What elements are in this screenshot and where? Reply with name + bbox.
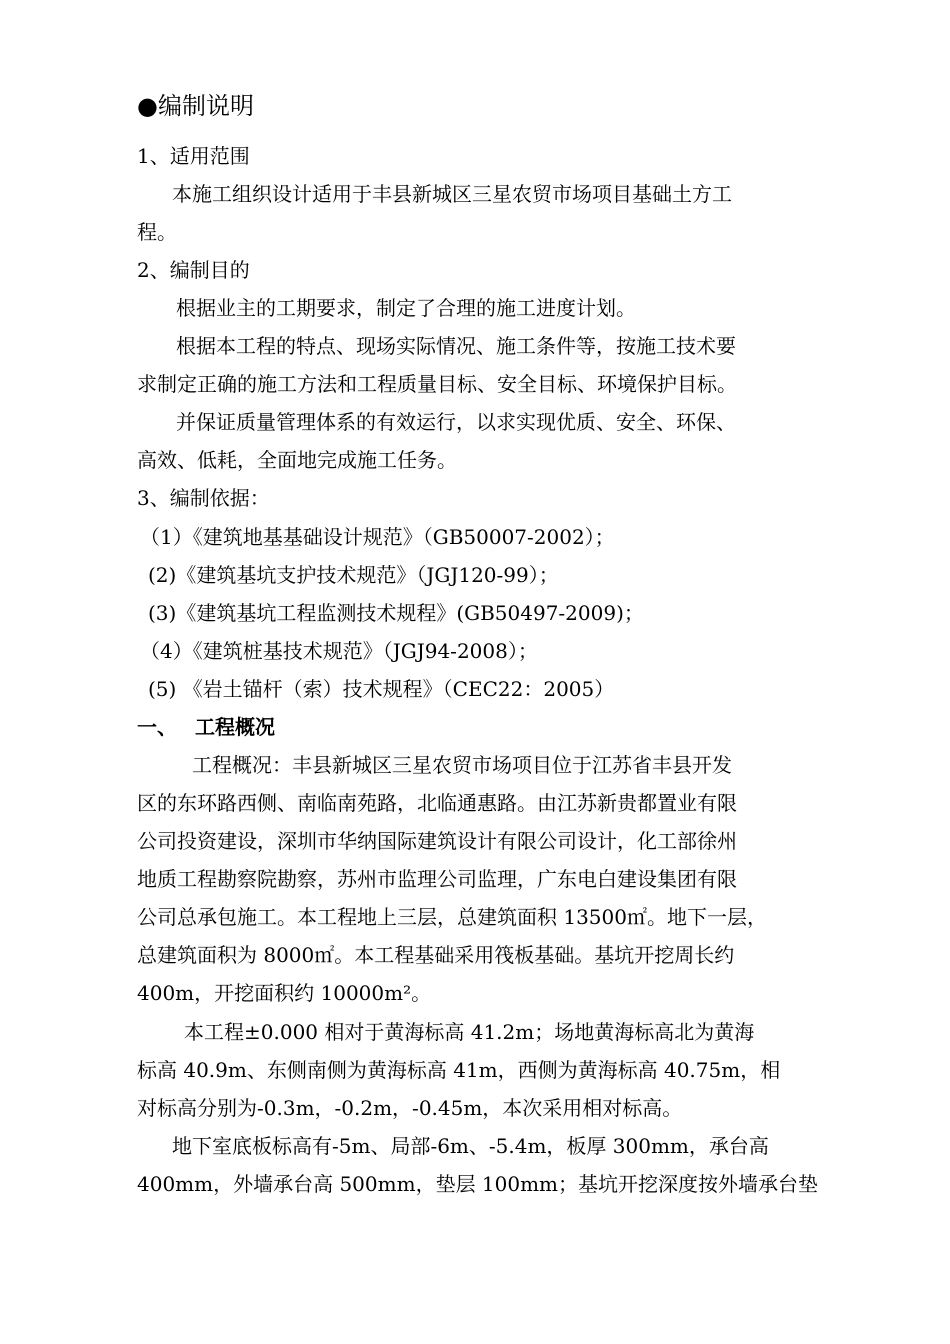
basis-list-item: (2)《建筑基坑支护技术规范》（JGJ120-99）；: [148, 563, 559, 587]
purpose-paragraph-line: 求制定正确的施工方法和工程质量目标、安全目标、环境保护目标。: [137, 372, 737, 396]
purpose-paragraph-line: 根据业主的工期要求，制定了合理的施工进度计划。: [176, 296, 636, 320]
section-heading-scope: 1、适用范围: [137, 144, 250, 168]
elevation-paragraph-line: 标高 40.9m、东侧南侧为黄海标高 41m，西侧为黄海标高 40.75m，相: [137, 1058, 781, 1082]
overview-paragraph-line: 工程概况：丰县新城区三星农贸市场项目位于江苏省丰县开发: [192, 753, 732, 777]
purpose-paragraph-line: 并保证质量管理体系的有效运行，以求实现优质、安全、环保、: [176, 410, 736, 434]
purpose-paragraph-line: 高效、低耗，全面地完成施工任务。: [137, 448, 457, 472]
overview-paragraph-line: 公司总承包施工。本工程地上三层，总建筑面积 13500㎡。地下一层，: [137, 905, 767, 929]
overview-paragraph-line: 公司投资建设，深圳市华纳国际建筑设计有限公司设计，化工部徐州: [137, 829, 737, 853]
overview-paragraph-line: 地质工程勘察院勘察，苏州市监理公司监理，广东电白建设集团有限: [137, 867, 737, 891]
elevation-paragraph-line: 本工程±0.000 相对于黄海标高 41.2m；场地黄海标高北为黄海: [184, 1020, 755, 1044]
scope-paragraph-line: 程。: [137, 220, 177, 244]
basement-paragraph-line: 地下室底板标高有-5m、局部-6m、-5.4m，板厚 300mm，承台高: [172, 1134, 769, 1158]
basis-list-item: (5) 《岩土锚杆（索）技术规程》（CEC22：2005）: [148, 677, 615, 701]
purpose-paragraph-line: 根据本工程的特点、现场实际情况、施工条件等，按施工技术要: [176, 334, 736, 358]
elevation-paragraph-line: 对标高分别为-0.3m，-0.2m，-0.45m，本次采用相对标高。: [137, 1096, 683, 1120]
overview-paragraph-line: 总建筑面积为 8000㎡。本工程基础采用筏板基础。基坑开挖周长约: [137, 943, 735, 967]
scope-paragraph-line: 本施工组织设计适用于丰县新城区三星农贸市场项目基础土方工: [172, 182, 732, 206]
section-heading-basis: 3、编制依据：: [137, 486, 270, 510]
chapter-heading: [137, 715, 275, 739]
basis-list-item: （4）《建筑桩基技术规范》（JGJ94-2008）；: [140, 639, 538, 663]
chapter-title: 工程概况: [195, 715, 275, 739]
document-title: ●编制说明: [137, 92, 254, 120]
basement-paragraph-line: 400mm，外墙承台高 500mm，垫层 100mm；基坑开挖深度按外墙承台垫: [137, 1172, 819, 1196]
overview-paragraph-line: 400m，开挖面积约 10000m²。: [137, 981, 432, 1005]
overview-paragraph-line: 区的东环路西侧、南临南苑路，北临通惠路。由江苏新贵都置业有限: [137, 791, 737, 815]
basis-list-item: (3)《建筑基坑工程监测技术规程》(GB50497-2009)；: [148, 601, 644, 625]
chapter-number: 一、: [137, 715, 177, 739]
section-heading-purpose: 2、编制目的: [137, 258, 250, 282]
basis-list-item: （1）《建筑地基基础设计规范》（GB50007-2002）；: [140, 525, 615, 549]
